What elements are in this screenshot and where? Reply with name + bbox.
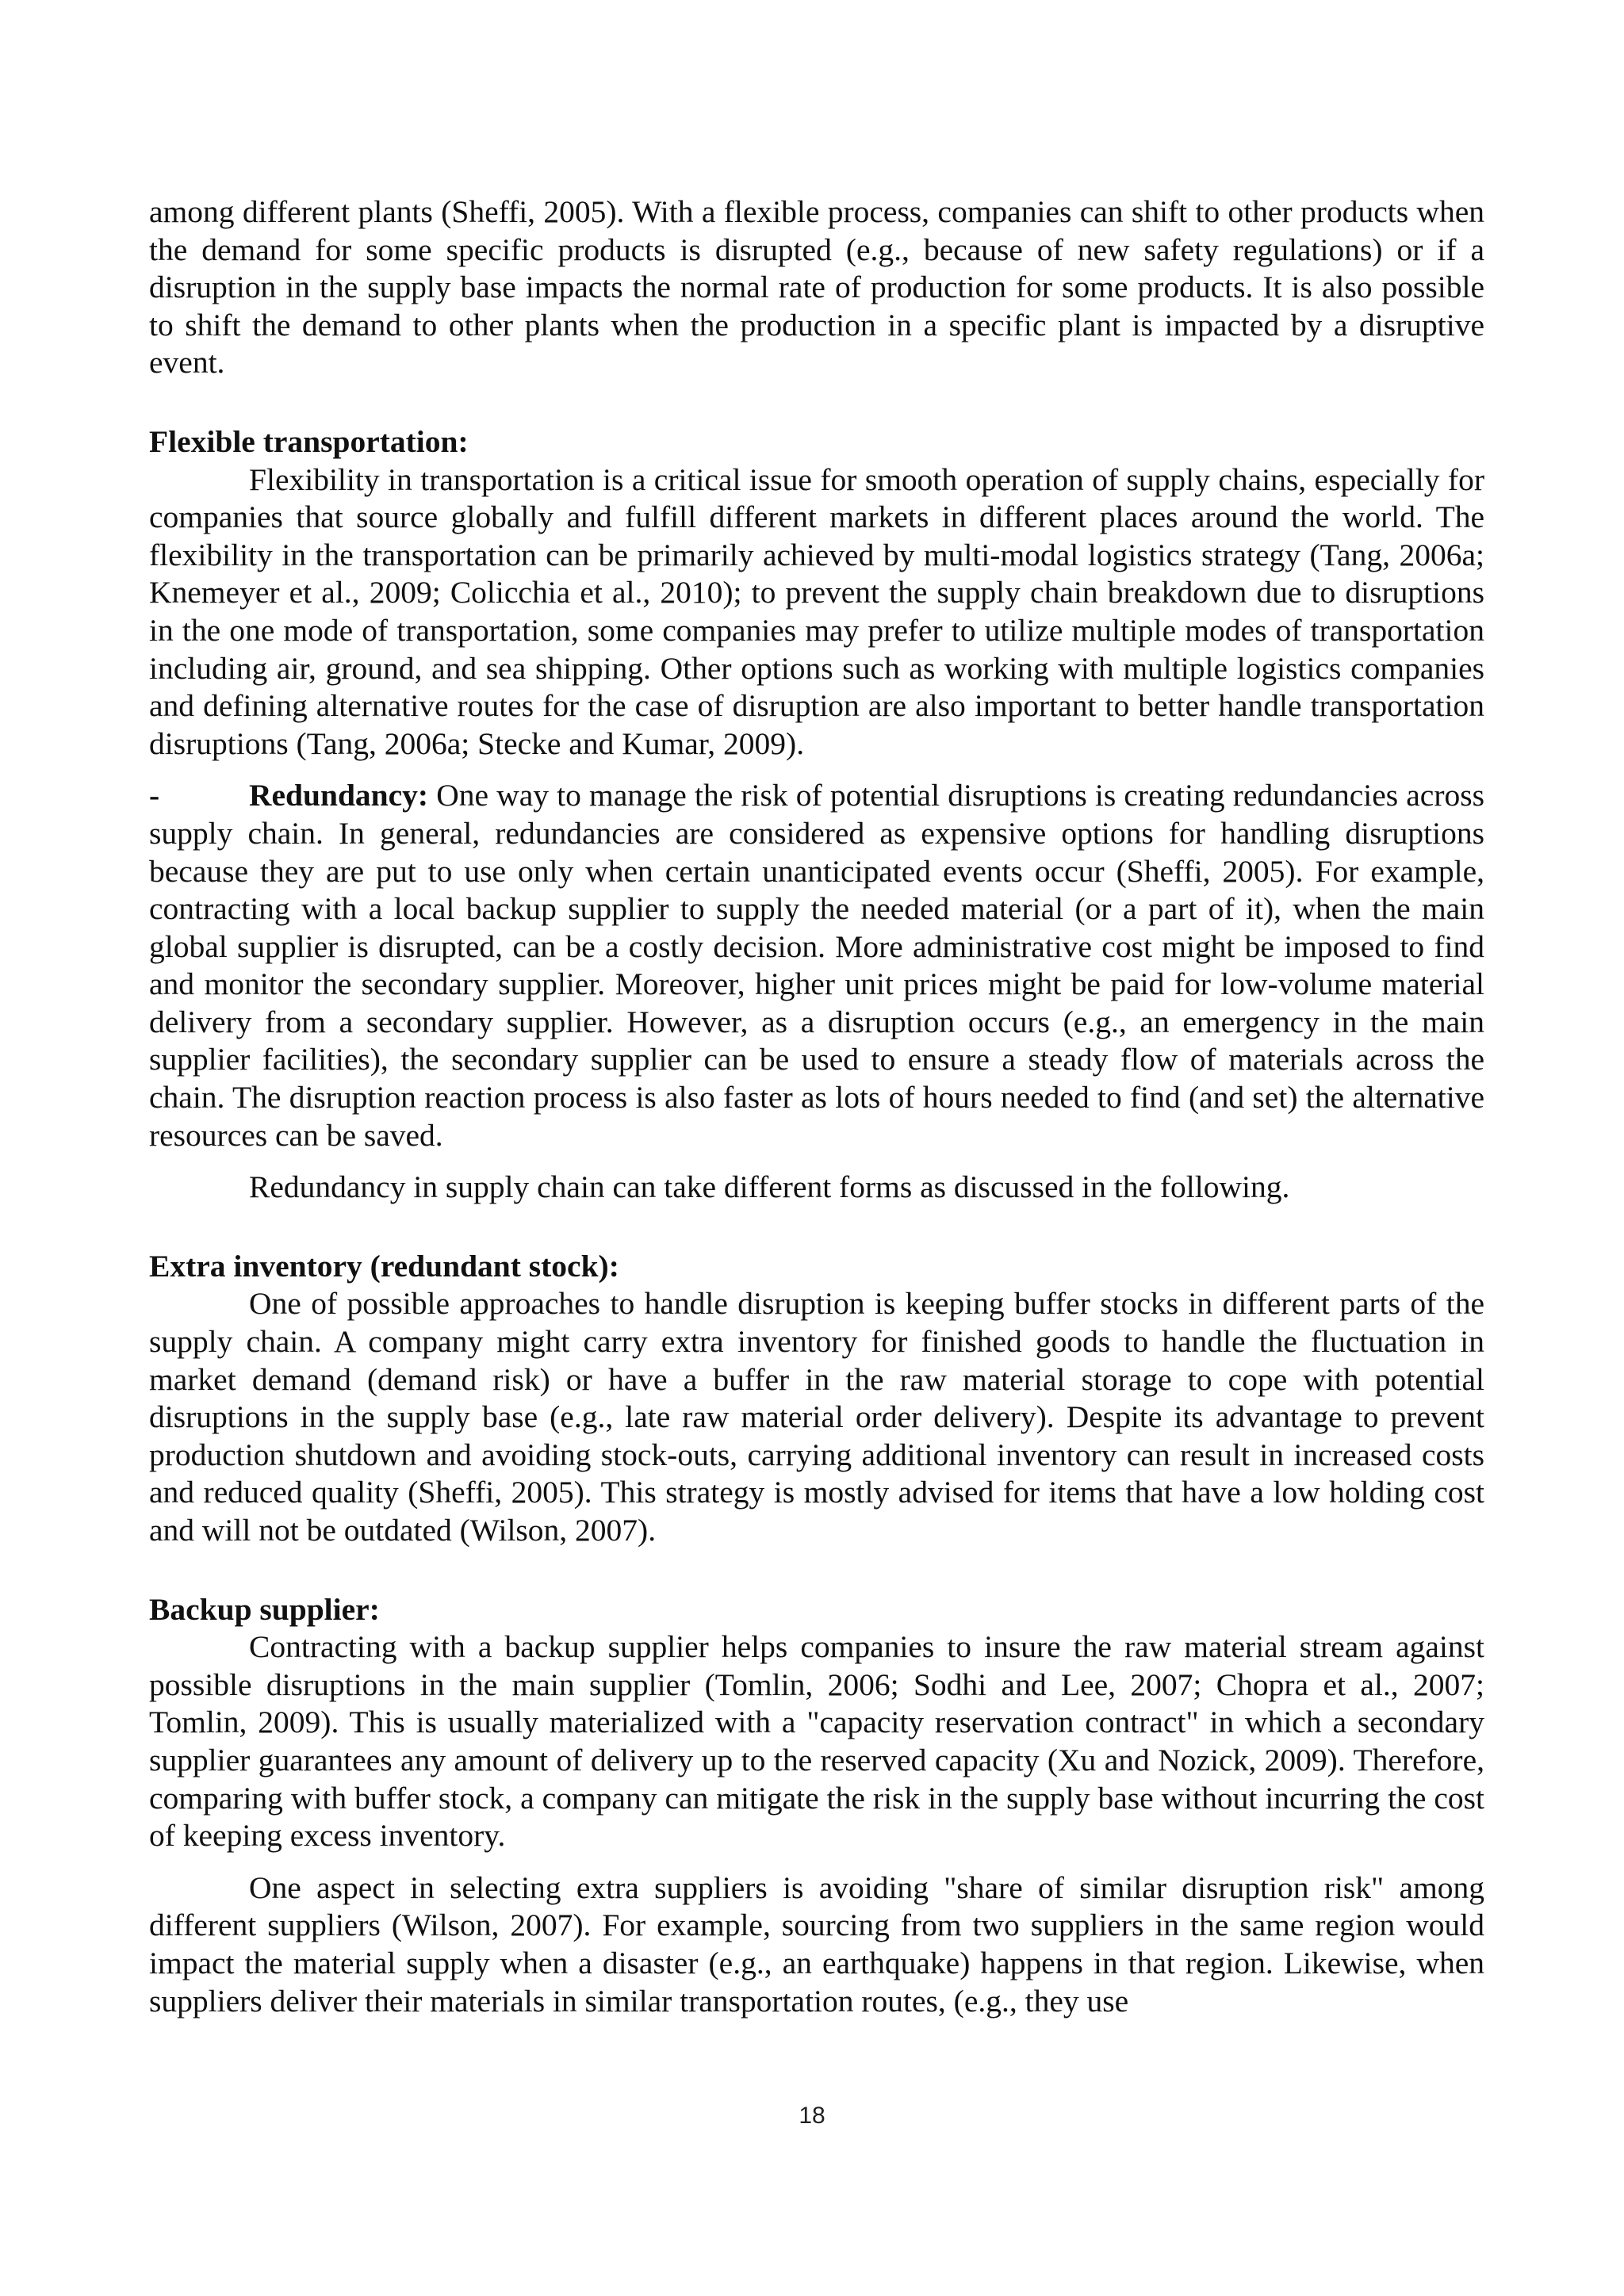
paragraph-backup-supplier: Contracting with a backup supplier helps companies to insure the raw material stream against possible disruptions in the main supplier (Tomlin, 2006; Sodhi and Lee, 2007; Chopra et al., 2007; Tomlin, 2009). This is usually materialized with a "capacity reservation contract" in which a secondary supplier guarantees any amount of delivery up to the reserved capacity (Xu and Nozick, 2009). Therefore, comparing with buffer stock, a company can mitigate the risk in the supply base without incurring the cost of keeping excess inventory. bbox=[149, 1629, 1484, 1854]
document-page bbox=[149, 193, 1484, 2020]
paragraph-flexible-transportation: Flexibility in transportation is a critical issue for smooth operation of supply chains, especially for companies that source globally and fulfill different markets in different places around the world. The flexibility in the transportation can be primarily achieved by multi-modal logistics strategy (Tang, 2006a; Knemeyer et al., 2009; Colicchia et al., 2010); to prevent the supply chain breakdown due to disruptions in the one mode of transportation, some companies may prefer to utilize multiple modes of transportation including air, ground, and sea shipping. Other options such as working with multiple logistics companies and defining alternative routes for the case of disruption are also important to better handle transportation disruptions (Tang, 2006a; Stecke and Kumar, 2009). bbox=[149, 461, 1484, 761]
page-number: 18 bbox=[799, 2103, 825, 2129]
paragraph-redundancy-forms: Redundancy in supply chain can take different forms as discussed in the following. bbox=[249, 1169, 1290, 1205]
paragraph-extra-inventory: One of possible approaches to handle disruption is keeping buffer stocks in different parts of the supply chain. A company might carry extra inventory for finished goods to handle the fluctuation in market demand (demand risk) or have a buffer in the raw material storage to cope with potential disruptions in the supply base (e.g., late raw material order delivery). Despite its advantage to prevent production shutdown and avoiding stock-outs, carrying additional inventory can result in increased costs and reduced quality (Sheffi, 2005). This strategy is mostly advised for items that have a low holding cost and will not be outdated (Wilson, 2007). bbox=[149, 1286, 1484, 1548]
paragraph-similar-disruption-risk: One aspect in selecting extra suppliers is avoiding "share of similar disruption risk" among different suppliers (Wilson, 2007). For example, sourcing from two suppliers in the same region would impact the material supply when a disaster (e.g., an earthquake) happens in that region. Likewise, when suppliers deliver their materials in similar transportation routes, (e.g., they use bbox=[149, 1869, 1484, 2019]
heading-extra-inventory: Extra inventory (redundant stock): bbox=[149, 1248, 619, 1284]
bullet-marker: - bbox=[149, 778, 160, 813]
heading-flexible-transportation: Flexible transportation: bbox=[149, 423, 469, 459]
heading-backup-supplier: Backup supplier: bbox=[149, 1591, 380, 1627]
redundancy-text: One way to manage the risk of potential disruptions is creating redundancies across supply chain. In general, redundancies are considered as expensive options for handling disruptions because they are put to use only when certain unanticipated events occur (Sheffi, 2005). For example, contracting with a local backup supplier to supply the needed material (or a part of it), when the main global supplier is disrupted, can be a costly decision. More administrative cost might be imposed to find and monitor the secondary supplier. Moreover, higher unit prices might be paid for low-volume material delivery from a secondary supplier. However, as a disruption occurs (e.g., an emergency in the main supplier facilities), the secondary supplier can be used to ensure a steady flow of materials across the chain. The disruption reaction process is also faster as lots of hours needed to find (and set) the alternative resources can be saved. bbox=[149, 778, 1484, 1153]
paragraph-flexible-process-continued: among different plants (Sheffi, 2005). With a flexible process, companies can shift to other products when the demand for some specific products is disrupted (e.g., because of new safety regulations) or if a disruption in the supply base impacts the normal rate of production for some products. It is also possible to shift the demand to other plants when the production in a specific plant is impacted by a disruptive event. bbox=[149, 194, 1484, 381]
redundancy-label: Redundancy: bbox=[249, 778, 429, 813]
paragraph-redundancy bbox=[149, 777, 1484, 1154]
